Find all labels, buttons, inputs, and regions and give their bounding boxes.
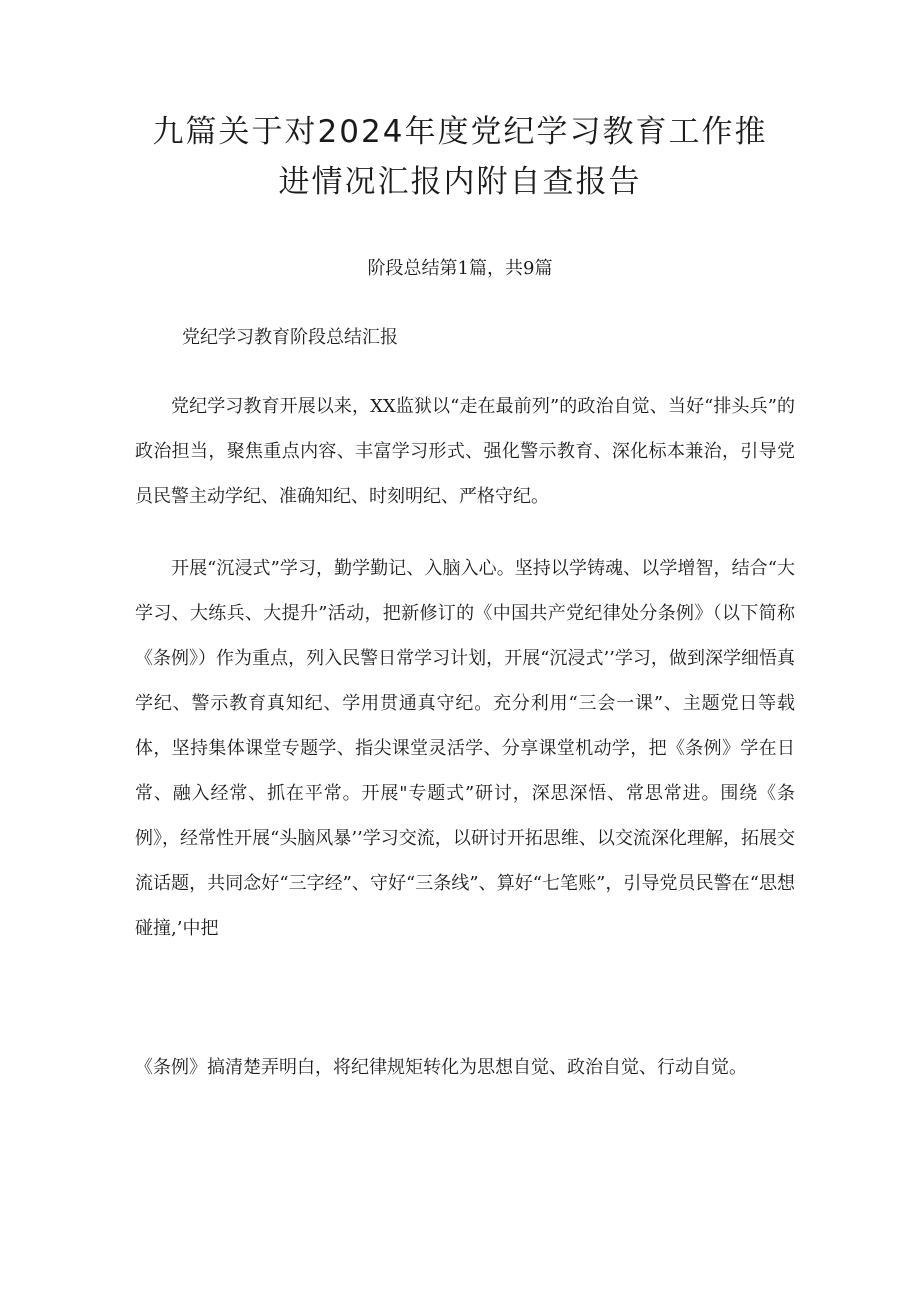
document-title-line-1: 九篇关于对2024年度党纪学习教育工作推 xyxy=(152,114,768,150)
paragraph-study: 开展“沉浸式”学习，勤学勤记、入脑入心。坚持以学铸魂、以学增智，结合“大学习、大练兵、大提升”活动，把新修订的《中国共产党纪律处分条例》（以下简称《条例》）作为重点，列入民警日常学习计划，开展“沉浸式’’学习，做到深学细悟真学纪、警示教育真知纪、学用贯通真守纪。充分利用“三会一课”、主题党日等载体，坚持集体课堂专题学、指尖课堂灵活学、分享课堂机动学，把《条例》学在日常、融入经常、抓在平常。开展"专题式”研讨，深思深悟、常思常进。围绕《条例》，经常性开展“头脑风暴’’学习交流，以研讨开拓思维、以交流深化理解，拓展交流话题，共同念好“三字经”、守好“三条线”、算好“七笔账”，引导党员民警在“思想碰撞,’中把 xyxy=(135,558,795,939)
document-title-line-2: 进情况汇报内附自查报告 xyxy=(278,164,642,200)
section-subtitle: 阶段总结第1篇，共9篇 xyxy=(367,258,553,279)
paragraph-continuation: 《条例》搞清楚弄明白，将纪律规矩转化为思想自觉、政治自觉、行动自觉。 xyxy=(135,1057,747,1078)
paragraph-intro: 党纪学习教育开展以来，XX监狱以“走在最前列”的政治自觉、当好“排头兵”的政治担当，聚焦重点内容、丰富学习形式、强化警示教育、深化标本兼治，引导党员民警主动学纪、准确知纪、时刻明纪、严格守纪。 xyxy=(135,396,795,507)
section-heading: 党纪学习教育阶段总结汇报 xyxy=(182,327,398,348)
